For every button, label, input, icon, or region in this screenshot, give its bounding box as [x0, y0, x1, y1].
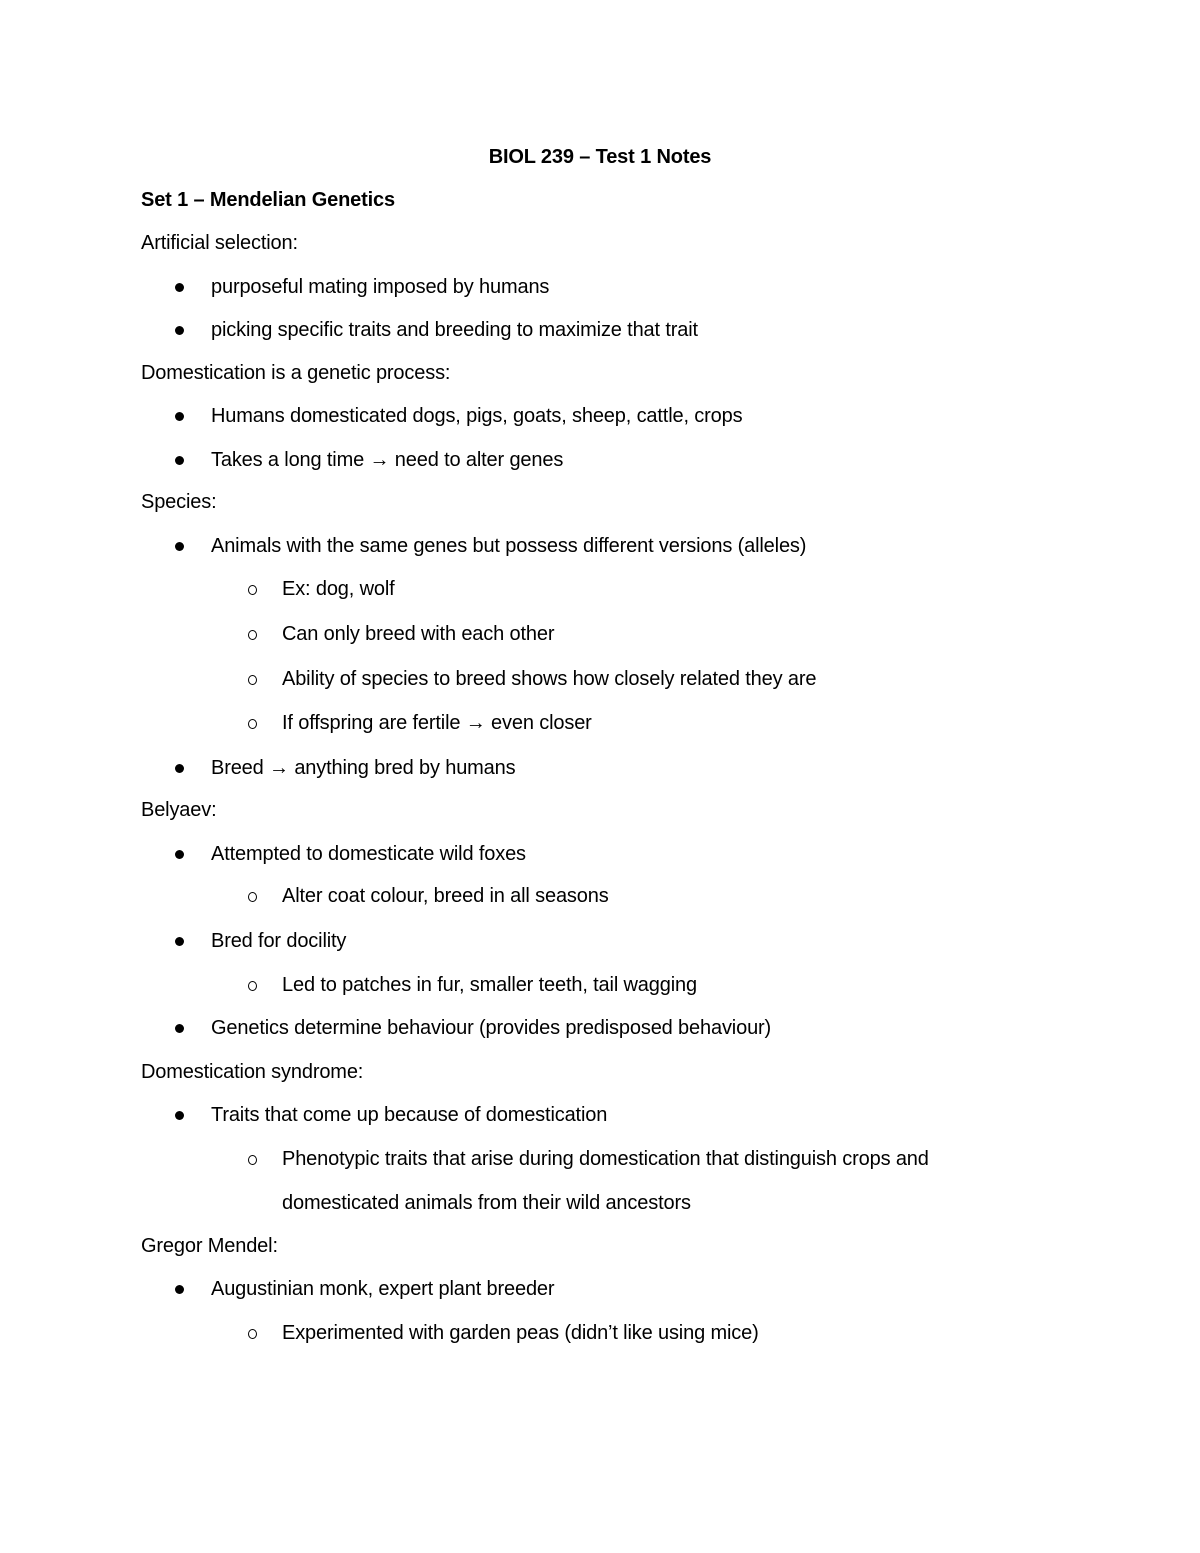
bullet-item: Bred for docility: [211, 930, 347, 952]
bullet-item: [211, 756, 515, 780]
bullet-text-part: need to alter genes: [394, 449, 564, 471]
sub-bullet-item: Ex: dog, wolf: [282, 578, 395, 600]
bullet-icon: [174, 404, 186, 428]
topic-heading-belyaev: Belyaev:: [141, 799, 217, 821]
bullet-item: purposeful mating imposed by humans: [211, 276, 550, 298]
bullet-icon: [174, 1277, 186, 1301]
sub-bullet-continuation: domesticated animals from their wild ancestors: [282, 1192, 691, 1214]
right-arrow-icon: →: [269, 757, 289, 779]
bullet-text-part: Takes a long time: [211, 449, 365, 471]
circle-bullet-icon: [247, 1147, 261, 1171]
right-arrow-icon: →: [369, 449, 390, 471]
document-title: BIOL 239 – Test 1 Notes: [488, 146, 712, 168]
sub-bullet-text-part: even closer: [491, 712, 592, 734]
bullet-icon: [174, 534, 186, 558]
circle-bullet-icon: [247, 973, 261, 997]
sub-bullet-item: Ability of species to breed shows how closely related they are: [282, 668, 817, 690]
topic-heading-domestication-syndrome: Domestication syndrome:: [141, 1061, 364, 1083]
topic-heading-species: Species:: [141, 491, 217, 513]
circle-bullet-icon: [247, 667, 261, 691]
bullet-icon: [174, 756, 186, 780]
bullet-item: [211, 448, 563, 472]
bullet-item: Genetics determine behaviour (provides predisposed behaviour): [211, 1017, 772, 1039]
bullet-item: Animals with the same genes but possess different versions (alleles): [211, 535, 807, 557]
bullet-item: Attempted to domesticate wild foxes: [211, 843, 526, 865]
sub-bullet-text-part: If offspring are fertile: [282, 712, 461, 734]
bullet-icon: [174, 275, 186, 299]
bullet-icon: [174, 318, 186, 342]
bullet-item: Traits that come up because of domestication: [211, 1104, 608, 1126]
bullet-text-part: anything bred by humans: [294, 757, 516, 779]
bullet-text-part: Breed: [211, 757, 264, 779]
bullet-icon: [174, 929, 186, 953]
topic-heading-artificial-selection: Artificial selection:: [141, 232, 298, 254]
bullet-item: picking specific traits and breeding to maximize that trait: [211, 319, 698, 341]
circle-bullet-icon: [247, 577, 261, 601]
circle-bullet-icon: [247, 622, 261, 646]
sub-bullet-item: Can only breed with each other: [282, 623, 555, 645]
bullet-item: Humans domesticated dogs, pigs, goats, sheep, cattle, crops: [211, 405, 743, 427]
topic-heading-gregor-mendel: Gregor Mendel:: [141, 1235, 278, 1257]
sub-bullet-item: Phenotypic traits that arise during domestication that distinguish crops and: [282, 1148, 929, 1170]
bullet-item: Augustinian monk, expert plant breeder: [211, 1278, 555, 1300]
circle-bullet-icon: [247, 1321, 261, 1345]
bullet-icon: [174, 842, 186, 866]
sub-bullet-item: Alter coat colour, breed in all seasons: [282, 885, 609, 907]
topic-heading-domestication: Domestication is a genetic process:: [141, 362, 451, 384]
bullet-icon: [174, 448, 186, 472]
sub-bullet-item: [282, 711, 592, 735]
right-arrow-icon: →: [465, 712, 486, 734]
bullet-icon: [174, 1103, 186, 1127]
sub-bullet-item: Experimented with garden peas (didn’t like using mice): [282, 1322, 759, 1344]
sub-bullet-item: Led to patches in fur, smaller teeth, tail wagging: [282, 974, 697, 996]
section-heading: Set 1 – Mendelian Genetics: [141, 189, 395, 211]
bullet-icon: [174, 1016, 186, 1040]
circle-bullet-icon: [247, 711, 261, 735]
circle-bullet-icon: [247, 884, 261, 908]
